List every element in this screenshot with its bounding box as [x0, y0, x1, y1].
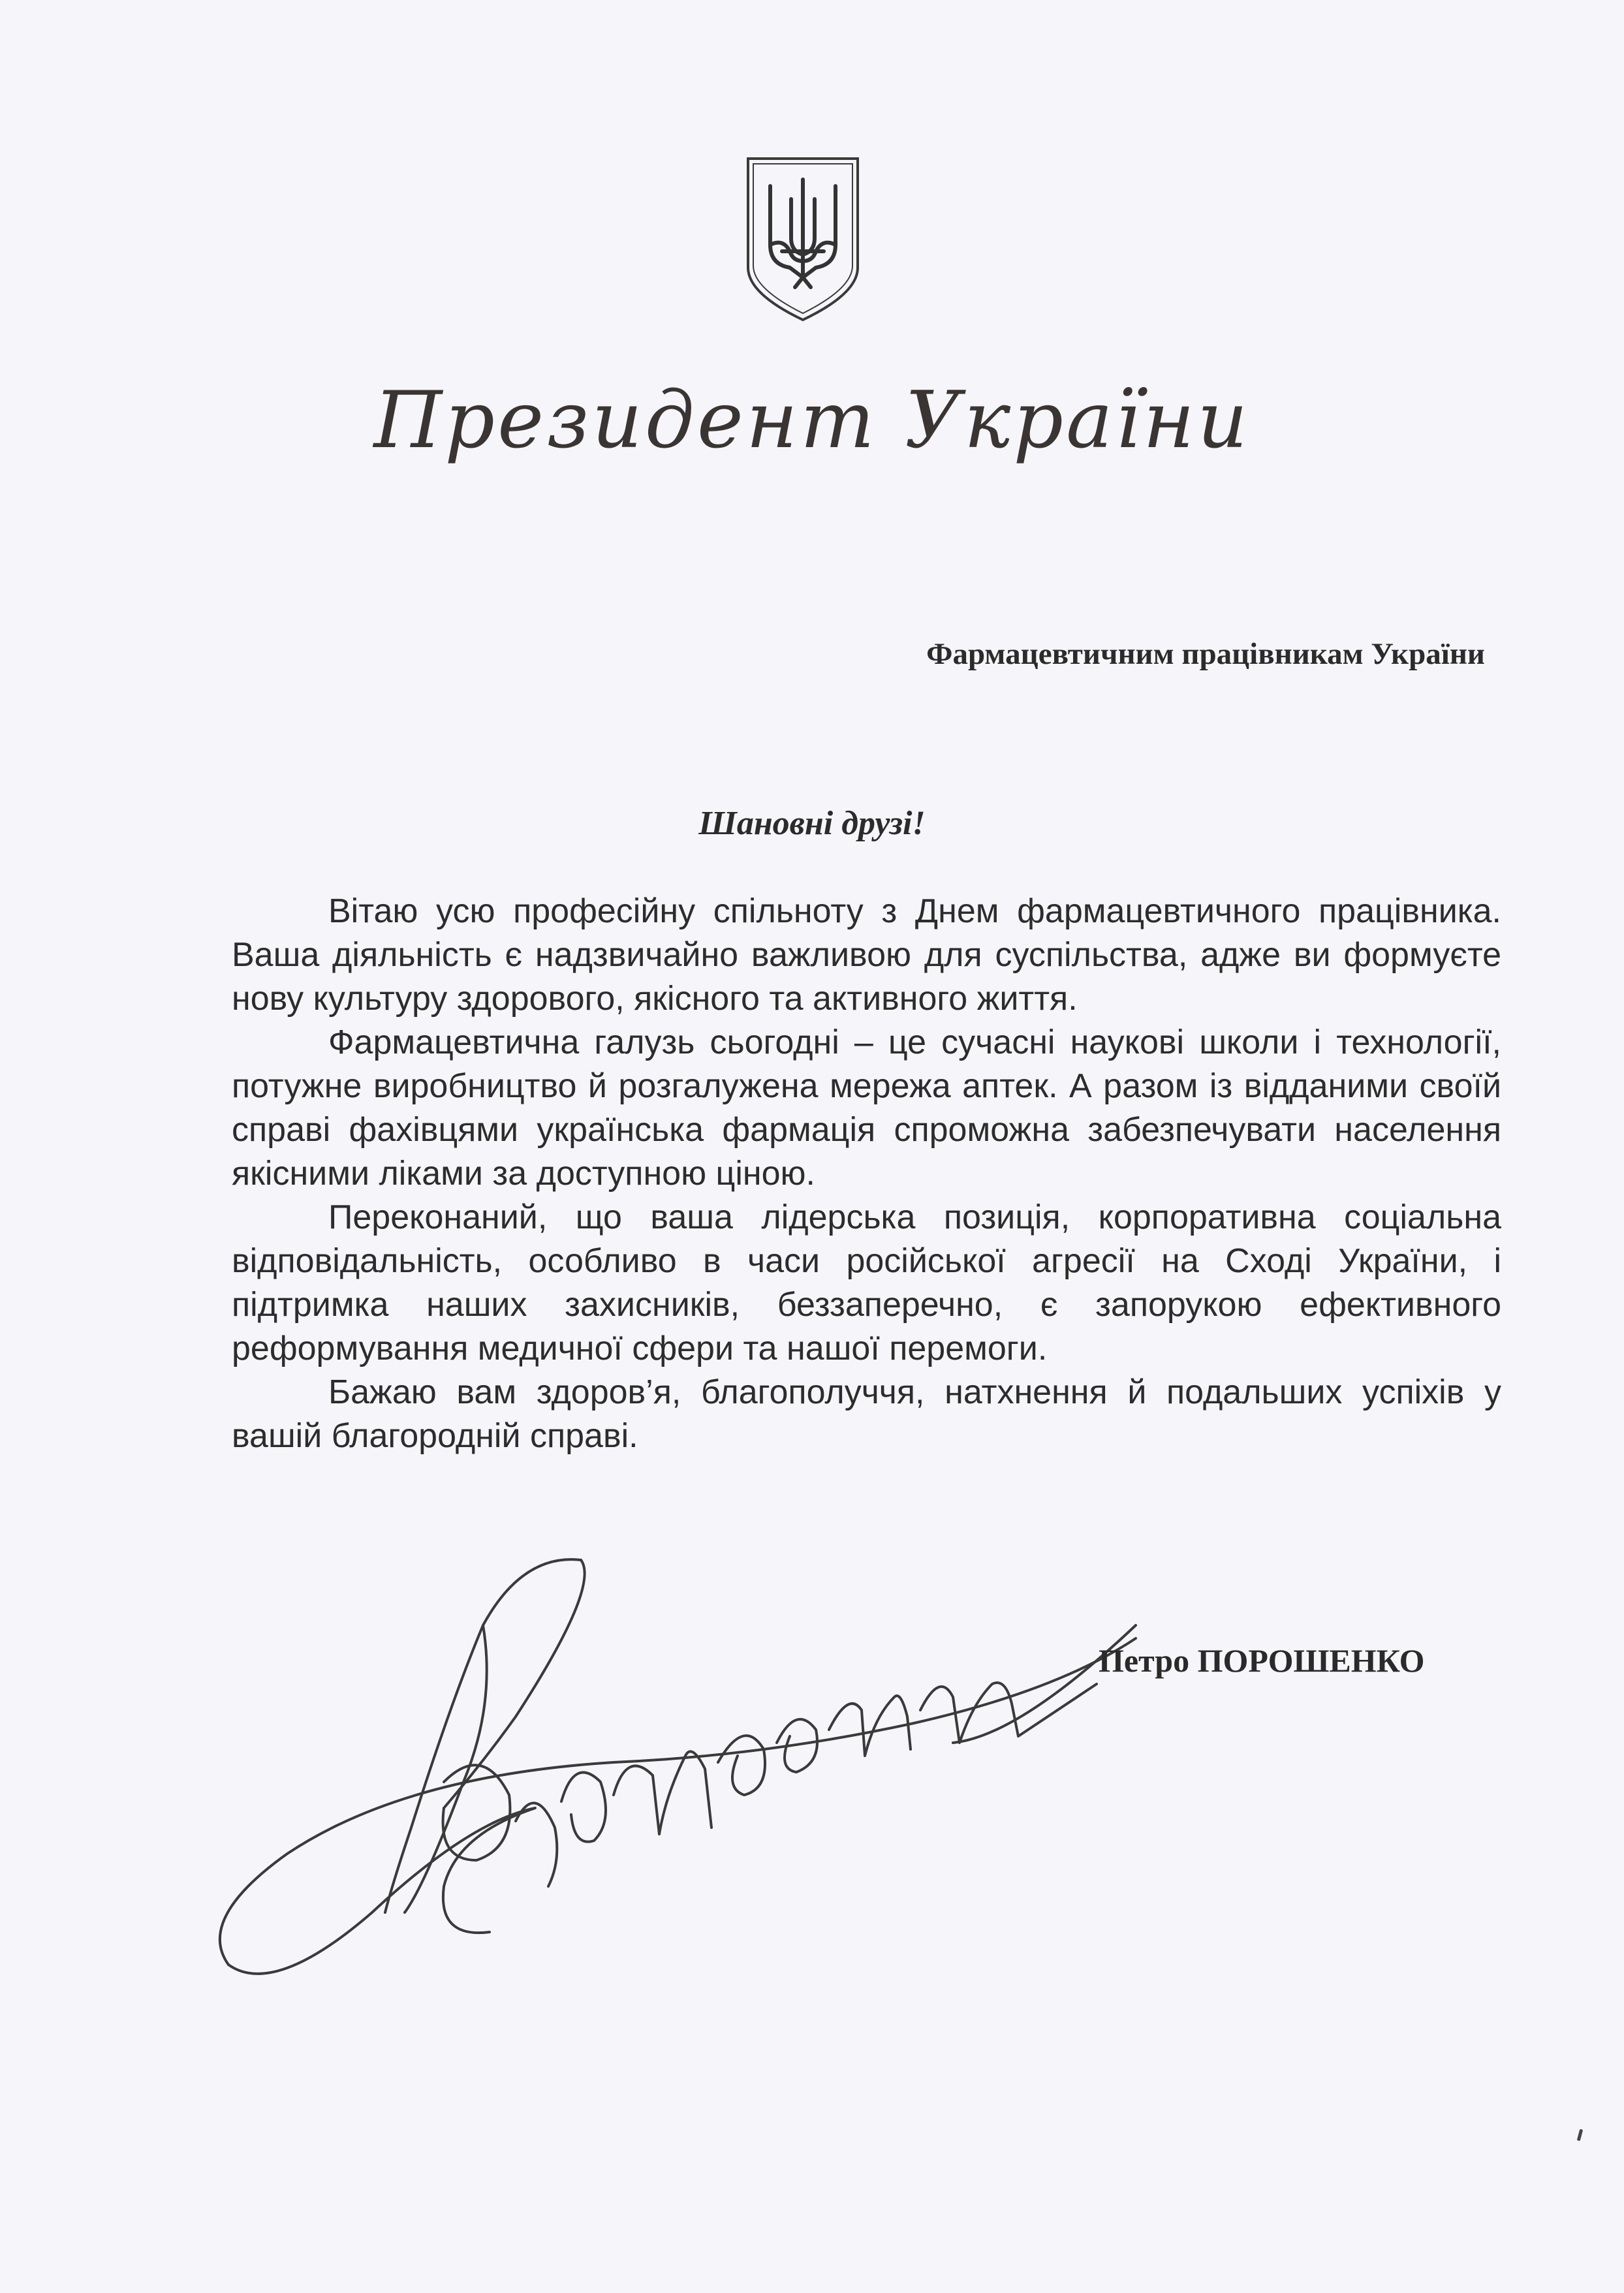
paragraph: Вітаю усю професійну спільноту з Днем фармацевтичного працівника. Ваша діяльність є надзвичайно важливою для суспільства, адже ви формуєте нову культуру здорового, якісного та активного життя. [232, 892, 1501, 1018]
signature-icon [209, 1547, 1162, 1991]
coat-of-arms-icon [744, 153, 862, 323]
signatory-name: Петро ПОРОШЕНКО [1099, 1642, 1425, 1679]
greeting: Шановні друзі! [698, 805, 926, 842]
addressee-line: Фармацевтичним працівникам України [926, 637, 1485, 671]
paragraph: Бажаю вам здоров’я, благополуччя, натхнення й подальших успіхів у вашій благородній справі. [232, 1373, 1501, 1455]
paragraph: Фармацевтична галузь сьогодні – це сучасні наукові школи і технології, потужне виробництво й розгалужена мережа аптек. А разом із відданими своїй справі фахівцями українська фармація спроможна забезпечувати населення якісними ліками за доступною ціною. [232, 1023, 1501, 1193]
paragraph: Переконаний, що ваша лідерська позиція, корпоративна соціальна відповідальність, особливо в часи російської агресії на Сході України, і підтримка наших захисників, беззаперечно, є запорукою ефективного реформування медичної сфери та нашої перемоги. [232, 1198, 1501, 1367]
letter-body [232, 890, 1501, 1458]
page-title: Президент України [373, 375, 1251, 466]
scan-speck [1577, 2129, 1583, 2142]
